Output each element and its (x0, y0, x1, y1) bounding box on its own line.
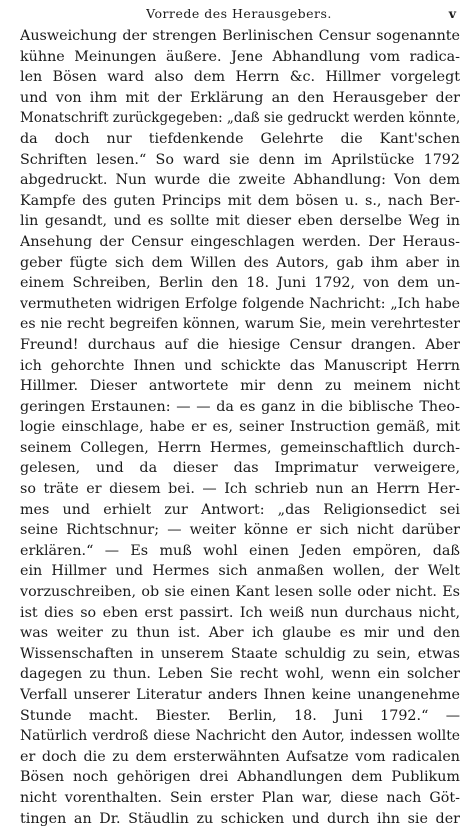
text-line: ich gehorchte Ihnen und schickte das Manuscript Herrn (20, 357, 460, 374)
text-line: vorzuschreiben, ob sie einen Kant lesen solle oder nicht. Es (20, 584, 460, 601)
text-line: vermutheten widrigen Erfolge folgende Nachricht: „Ich habe (20, 295, 460, 312)
text-line: erklären.“ — Es muß wohl einen Jeden empören, daß (20, 542, 460, 559)
text-line: und von ihm mit der Erklärung an den Herausgeber der (20, 89, 460, 106)
text-line: Ansehung der Censur eingeschlagen werden. Der Heraus- (20, 233, 460, 250)
text-line: was weiter zu thun ist. Aber ich glaube es mir und den (20, 625, 460, 642)
text-line: Schriften lesen.“ So ward sie denn im Aprilstücke 1792 (20, 151, 460, 168)
text-line: geber fügte sich dem Willen des Autors, gab ihm aber in (20, 254, 460, 271)
text-line: mes und erhielt zur Antwort: „das Religionsedict sei (20, 501, 460, 518)
text-line: Bösen noch gehörigen drei Abhandlungen dem Publikum (20, 769, 460, 786)
text-line: Wissenschaften in unserem Staate schuldig zu sein, etwas (20, 645, 460, 662)
text-line: es nie recht begreifen können, warum Sie, mein verehrtester (20, 316, 460, 333)
text-line: Stunde macht. Biester. Berlin, 18. Juni 1792.“ — (20, 707, 460, 724)
text-line: Monatschrift zurückgegeben: „daß sie gedruckt werden könnte, (20, 110, 460, 127)
text-line: gelesen, und da dieser das Imprimatur verweigere, (20, 460, 460, 477)
text-line: da doch nur tiefdenkende Gelehrte die Kant'schen (20, 130, 460, 147)
text-line: er doch die zu dem ersterwähnten Aufsatze vom radicalen (20, 748, 460, 765)
text-line: tingen an Dr. Stäudlin zu schicken und durch ihn sie der (20, 810, 460, 827)
text-line: lin gesandt, und es sollte mit dieser eben derselbe Weg in (20, 213, 460, 230)
text-line: seine Richtschnur; — weiter könne er sich nicht darüber (20, 522, 460, 539)
text-line: nicht vorenthalten. Sein erster Plan war, diese nach Göt- (20, 789, 460, 806)
text-line: dagegen zu thun. Leben Sie recht wohl, wenn ein solcher (20, 666, 460, 683)
text-line: len Bösen ward also dem Herrn &c. Hillmer vorgelegt (20, 69, 460, 86)
text-line: ist dies so eben erst passirt. Ich weiß nun durchaus nicht, (20, 604, 460, 621)
running-title: Vorrede des Herausgebers. (146, 6, 332, 21)
text-line: abgedruckt. Nun wurde die zweite Abhandlung: Von dem (20, 172, 460, 189)
text-line: geringen Erstaunen: — — da es ganz in die biblische Theo- (20, 398, 460, 415)
text-line: Natürlich verdroß diese Nachricht den Autor, indessen wollte (20, 728, 460, 745)
text-line: seinem Collegen, Herrn Hermes, gemeinschaftlich durch- (20, 439, 460, 456)
text-line: Kampfe des guten Princips mit dem bösen u. s., nach Ber- (20, 192, 460, 209)
running-head (20, 6, 458, 22)
text-line: Hillmer. Dieser antwortete mir denn zu meinem nicht (20, 378, 460, 395)
text-line: logie einschlage, habe er es, seiner Instruction gemäß, mit (20, 419, 460, 436)
text-line: so träte er diesem bei. — Ich schrieb nun an Herrn Her- (20, 481, 460, 498)
body-text (20, 26, 460, 829)
text-line: kühne Meinungen äußere. Jene Abhandlung vom radica- (20, 48, 460, 65)
text-line: einem Schreiben, Berlin den 18. Juni 1792, von dem un- (20, 275, 460, 292)
text-line: Ausweichung der strengen Berlinischen Censur sogenannte (20, 28, 460, 44)
page-number: v (448, 6, 456, 21)
text-line: Freund! durchaus auf die hiesige Censur drangen. Aber (20, 336, 460, 353)
text-line: Verfall unserer Literatur anders Ihnen keine unangenehme (20, 687, 460, 703)
text-line: ein Hillmer und Hermes sich anmaßen wollen, der Welt (20, 563, 460, 580)
